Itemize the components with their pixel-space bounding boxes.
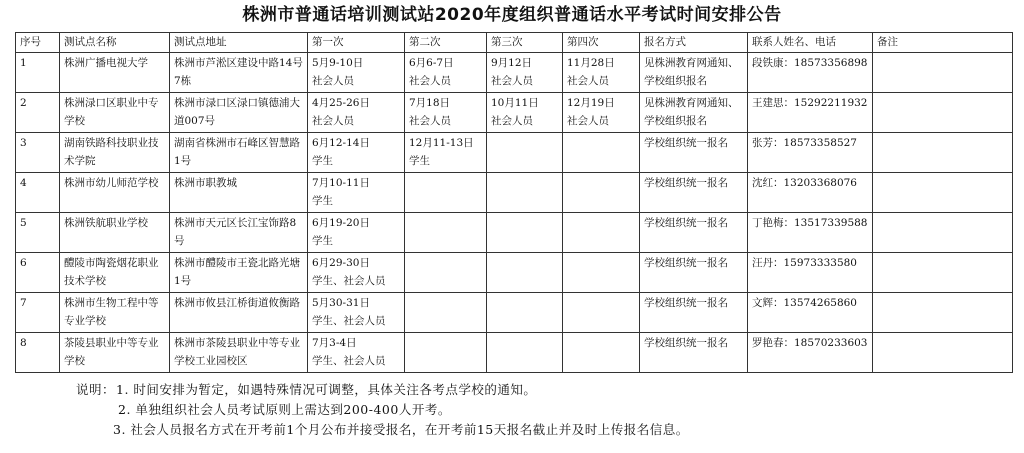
- cell-session-2: [405, 213, 487, 253]
- cell-registration: 学校组织统一报名: [640, 213, 748, 253]
- cell-registration: 学校组织统一报名: [640, 293, 748, 333]
- cell-session-3: [487, 253, 563, 293]
- cell-site-name: 株洲广播电视大学: [60, 53, 170, 93]
- cell-site-name: 株洲铁航职业学校: [60, 213, 170, 253]
- header-site-name: 测试点名称: [60, 33, 170, 53]
- table-row: [16, 173, 1013, 213]
- cell-session-2: [405, 293, 487, 333]
- cell-remarks: [873, 253, 1013, 293]
- table-row: [16, 93, 1013, 133]
- notes-prefix: 说明：: [76, 382, 116, 397]
- cell-session-2: 12月11-13日 学生: [405, 133, 487, 173]
- table-row: [16, 213, 1013, 253]
- cell-contact: 张芳：18573358527: [748, 133, 873, 173]
- cell-session-2: [405, 333, 487, 373]
- cell-session-2: 7月18日 社会人员: [405, 93, 487, 133]
- header-session-3: 第三次: [487, 33, 563, 53]
- cell-site-name: 茶陵县职业中等专业学校: [60, 333, 170, 373]
- cell-seq: 7: [16, 293, 60, 333]
- cell-seq: 8: [16, 333, 60, 373]
- cell-session-2: [405, 173, 487, 213]
- cell-session-1: 7月10-11日 学生: [308, 173, 405, 213]
- cell-site-address: 株洲市职教城: [170, 173, 308, 213]
- cell-seq: 5: [16, 213, 60, 253]
- note-line-1: [0, 380, 1024, 400]
- cell-seq: 1: [16, 53, 60, 93]
- cell-site-address: 株洲市攸县江桥街道攸衡路: [170, 293, 308, 333]
- cell-session-3: 10月11日 社会人员: [487, 93, 563, 133]
- note-line-3: [0, 420, 1024, 440]
- cell-session-1: 6月29-30日 学生、社会人员: [308, 253, 405, 293]
- header-seq: 序号: [16, 33, 60, 53]
- cell-remarks: [873, 53, 1013, 93]
- cell-seq: 6: [16, 253, 60, 293]
- note-item: 3. 社会人员报名方式在开考前1个月公布并接受报名，在开考前15天报名截止并及时上传报名信息。: [113, 422, 689, 437]
- cell-session-4: [563, 333, 640, 373]
- header-site-address: 测试点地址: [170, 33, 308, 53]
- cell-registration: 见株洲教育网通知、学校组织报名: [640, 93, 748, 133]
- cell-remarks: [873, 133, 1013, 173]
- cell-registration: 见株洲教育网通知、学校组织报名: [640, 53, 748, 93]
- cell-session-4: 11月28日 社会人员: [563, 53, 640, 93]
- cell-session-1: 7月3-4日 学生、社会人员: [308, 333, 405, 373]
- cell-session-4: [563, 213, 640, 253]
- header-remarks: 备注: [873, 33, 1013, 53]
- cell-registration: 学校组织统一报名: [640, 173, 748, 213]
- cell-site-address: 湖南省株洲市石峰区智慧路1号: [170, 133, 308, 173]
- cell-site-address: 株洲市茶陵县职业中等专业学校工业园校区: [170, 333, 308, 373]
- cell-session-3: [487, 173, 563, 213]
- cell-seq: 4: [16, 173, 60, 213]
- table-row: [16, 253, 1013, 293]
- cell-session-1: 5月9-10日 社会人员: [308, 53, 405, 93]
- cell-site-address: 株洲市渌口区渌口镇德浦大道007号: [170, 93, 308, 133]
- cell-session-2: 6月6-7日 社会人员: [405, 53, 487, 93]
- cell-site-name: 株洲市生物工程中等专业学校: [60, 293, 170, 333]
- cell-site-name: 株洲渌口区职业中专学校: [60, 93, 170, 133]
- cell-site-name: 株洲市幼儿师范学校: [60, 173, 170, 213]
- cell-site-name: 醴陵市陶瓷烟花职业技术学校: [60, 253, 170, 293]
- table-row: [16, 133, 1013, 173]
- cell-session-1: 6月12-14日 学生: [308, 133, 405, 173]
- cell-session-4: [563, 173, 640, 213]
- cell-seq: 2: [16, 93, 60, 133]
- note-line-2: [0, 400, 1024, 420]
- cell-site-name: 湖南铁路科技职业技术学院: [60, 133, 170, 173]
- cell-remarks: [873, 93, 1013, 133]
- cell-site-address: 株洲市天元区长江宝饰路8号: [170, 213, 308, 253]
- header-contact: 联系人姓名、电话: [748, 33, 873, 53]
- header-session-2: 第二次: [405, 33, 487, 53]
- cell-remarks: [873, 333, 1013, 373]
- cell-remarks: [873, 173, 1013, 213]
- cell-remarks: [873, 293, 1013, 333]
- cell-session-3: [487, 213, 563, 253]
- cell-session-3: [487, 133, 563, 173]
- cell-contact: 段铁康：18573356898: [748, 53, 873, 93]
- cell-seq: 3: [16, 133, 60, 173]
- cell-contact: 罗艳春：18570233603: [748, 333, 873, 373]
- page-title: 株洲市普通话培训测试站2020年度组织普通话水平考试时间安排公告: [242, 5, 782, 25]
- cell-session-4: [563, 253, 640, 293]
- header-registration: 报名方式: [640, 33, 748, 53]
- cell-site-address: 株洲市醴陵市王瓷北路光塘1号: [170, 253, 308, 293]
- cell-registration: 学校组织统一报名: [640, 253, 748, 293]
- table-row: [16, 333, 1013, 373]
- cell-registration: 学校组织统一报名: [640, 133, 748, 173]
- cell-session-4: [563, 133, 640, 173]
- cell-session-1: 4月25-26日 社会人员: [308, 93, 405, 133]
- cell-site-address: 株洲市芦淞区建设中路14号7栋: [170, 53, 308, 93]
- cell-contact: 汪丹：15973333580: [748, 253, 873, 293]
- note-item: 2. 单独组织社会人员考试原则上需达到200-400人开考。: [118, 402, 451, 417]
- cell-session-1: 6月19-20日 学生: [308, 213, 405, 253]
- cell-contact: 沈红：13203368076: [748, 173, 873, 213]
- exam-schedule-table: [15, 32, 1013, 373]
- cell-session-3: [487, 293, 563, 333]
- cell-session-1: 5月30-31日 学生、社会人员: [308, 293, 405, 333]
- cell-session-3: 9月12日 社会人员: [487, 53, 563, 93]
- notes-section: [0, 380, 1024, 440]
- cell-session-3: [487, 333, 563, 373]
- table-row: [16, 293, 1013, 333]
- table-body: [16, 53, 1013, 373]
- note-item: 1. 时间安排为暂定，如遇特殊情况可调整，具体关注各考点学校的通知。: [116, 382, 537, 397]
- cell-registration: 学校组织统一报名: [640, 333, 748, 373]
- cell-session-2: [405, 253, 487, 293]
- header-session-4: 第四次: [563, 33, 640, 53]
- cell-session-4: 12月19日 社会人员: [563, 93, 640, 133]
- table-row: [16, 53, 1013, 93]
- cell-contact: 王建思：15292211932: [748, 93, 873, 133]
- cell-contact: 文辉：13574265860: [748, 293, 873, 333]
- cell-session-4: [563, 293, 640, 333]
- cell-contact: 丁艳梅：13517339588: [748, 213, 873, 253]
- table-header-row: [16, 33, 1013, 53]
- cell-remarks: [873, 213, 1013, 253]
- header-session-1: 第一次: [308, 33, 405, 53]
